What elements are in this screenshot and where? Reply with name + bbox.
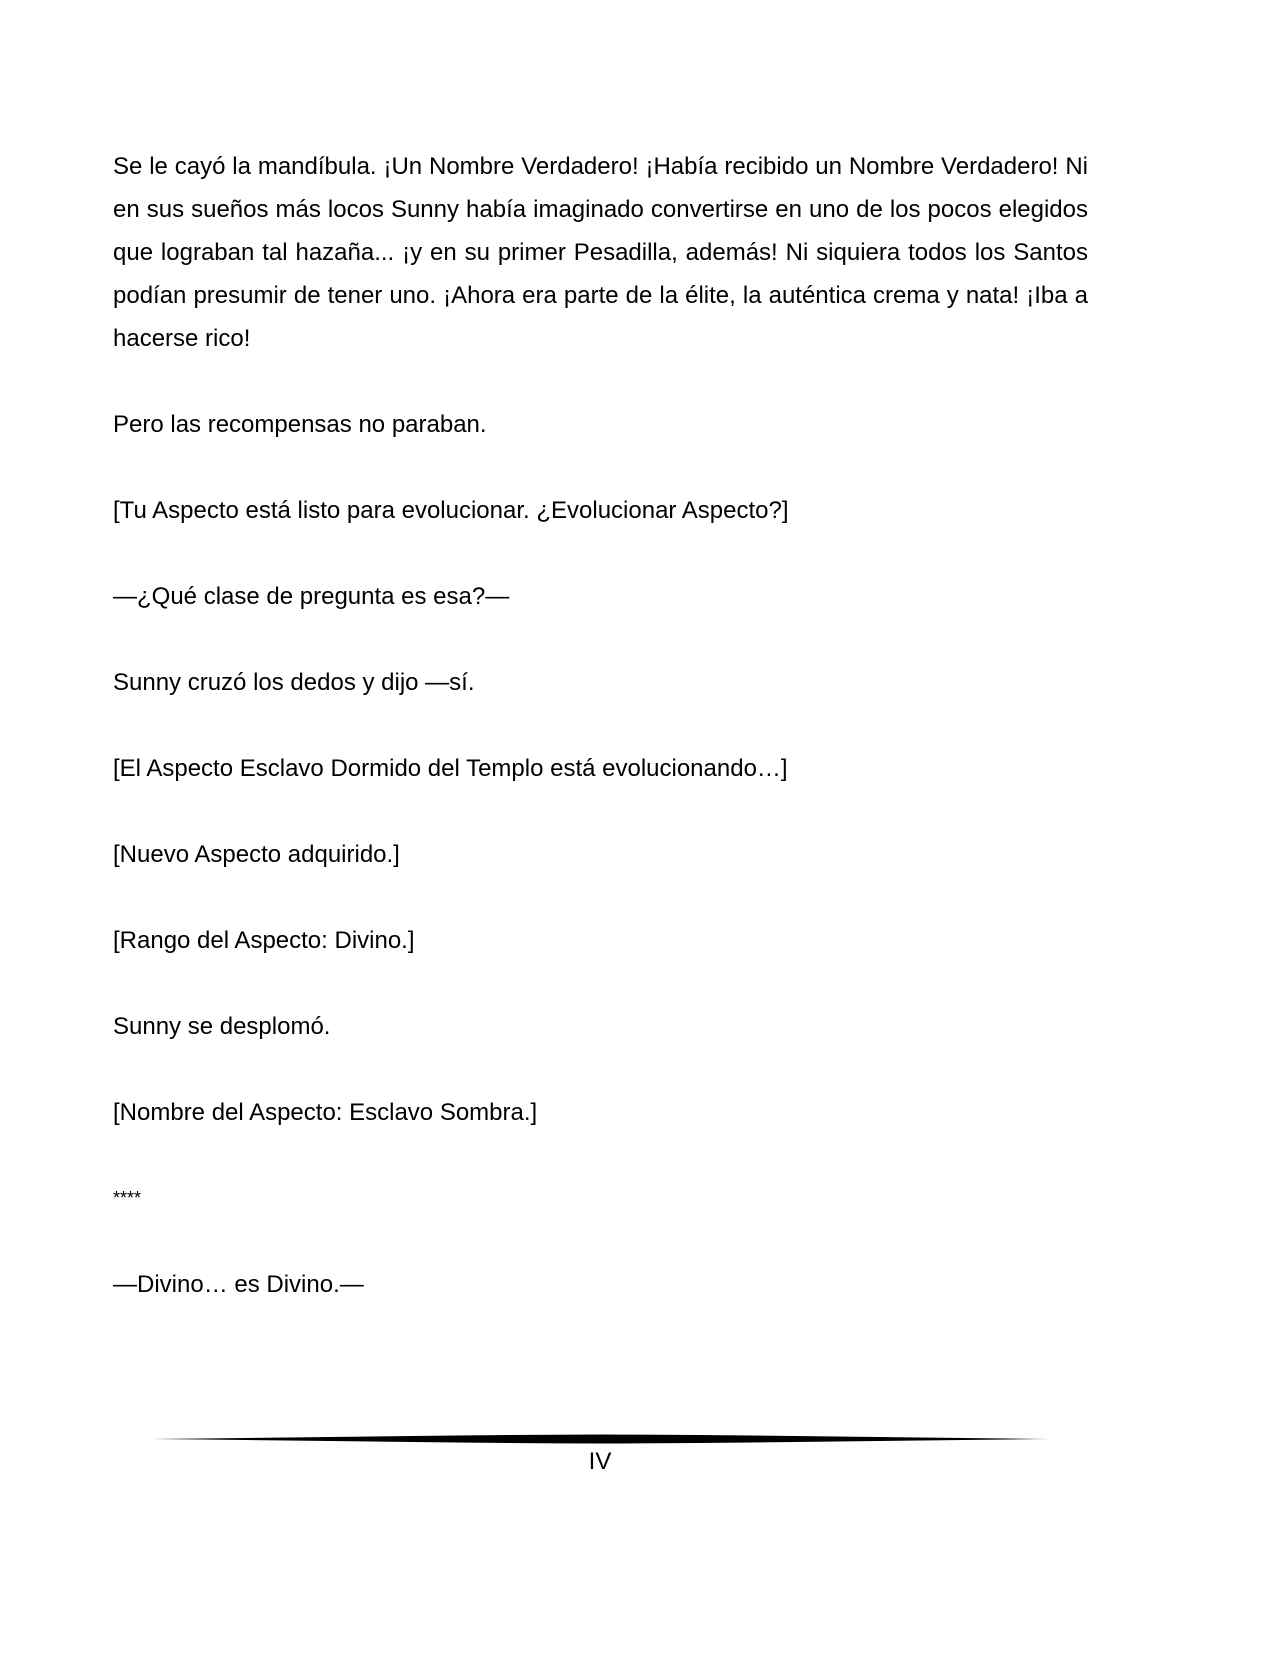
paragraph-true-name: Se le cayó la mandíbula. ¡Un Nombre Verdadero! ¡Había recibido un Nombre Verdadero! Ni en sus sueños más locos Sunny había imaginado convertirse en uno de los pocos elegidos que lograban tal hazaña... ¡y en su primer Pesadilla, además! Ni siquiera todos los Santos podían presumir de tener uno. ¡Ahora era parte de la élite, la auténtica crema y nata! ¡Iba a hacerse rico!	[113, 153, 1088, 352]
page-number: IV	[588, 1448, 612, 1475]
scene-break: ****	[113, 1188, 142, 1208]
paragraph-aspect-name: [Nombre del Aspecto: Esclavo Sombra.]	[113, 1099, 538, 1126]
body-text	[113, 145, 1088, 1349]
paragraph-evolve-prompt: [Tu Aspecto está listo para evolucionar. ¿Evolucionar Aspecto?]	[113, 497, 789, 524]
paragraph-new-aspect: [Nuevo Aspecto adquirido.]	[113, 841, 400, 868]
paragraph-crossed-fingers: Sunny cruzó los dedos y dijo —sí.	[113, 669, 475, 696]
paragraph-evolving: [El Aspecto Esclavo Dormido del Templo está evolucionando…]	[113, 755, 788, 782]
paragraph-collapsed: Sunny se desplomó.	[113, 1013, 331, 1040]
paragraph-aspect-rank: [Rango del Aspecto: Divino.]	[113, 927, 415, 954]
paragraph-question: —¿Qué clase de pregunta es esa?—	[113, 583, 510, 610]
paragraph-rewards: Pero las recompensas no paraban.	[113, 411, 487, 438]
footer-divider	[152, 1432, 1052, 1446]
paragraph-divine: —Divino… es Divino.—	[113, 1271, 364, 1298]
